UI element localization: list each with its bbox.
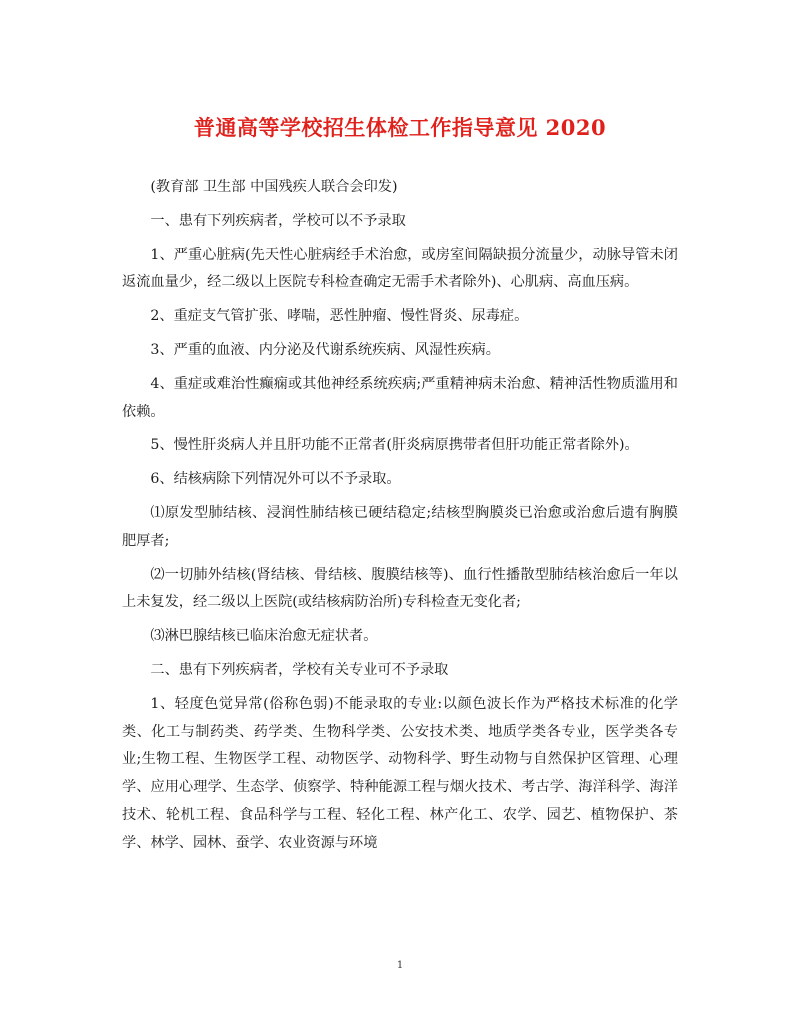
paragraph-item-5: 5、慢性肝炎病人并且肝功能不正常者(肝炎病原携带者但肝功能正常者除外)。: [150, 437, 639, 454]
paragraph-item-2: 2、重症支气管扩张、哮喘，恶性肿瘤、慢性肾炎、尿毒症。: [150, 308, 529, 325]
paragraph-section-2-item-1: 1、轻度色觉异常(俗称色弱)不能录取的专业:以颜色波长作为严格技术标准的化学类、化工与制药类、药学类、生物科学类、公安技术类、地质学类各专业，医学类各专业;生物工程、生物医学工程、动物医学、动物科学、野生动物与自然保护区管理、心理学、应用心理学、生态学、侦察学、特种能源工程与烟火技术、考古学、海洋科学、海洋技术、轮机工程、食品科学与工程、轻化工程、林产化工、农学、园艺、植物保护、茶学、林学、园林、蚕学、农业资源与环境: [122, 695, 678, 851]
paragraph-section-2-heading: 二、患有下列疾病者，学校有关专业可不予录取: [150, 661, 449, 678]
paragraph-item-4: 4、重症或难治性癫痫或其他神经系统疾病;严重精神病未治愈、精神活性物质滥用和依赖。: [122, 375, 678, 420]
paragraph-item-1: 1、严重心脏病(先天性心脏病经手术治愈，或房室间隔缺损分流量少，动脉导管未闭返流血量少，经二级以上医院专科检查确定无需手术者除外)、心肌病、高血压病。: [122, 246, 678, 291]
paragraph-section-1-heading: 一、患有下列疾病者，学校可以不予录取: [150, 212, 406, 229]
paragraph-item-3: 3、严重的血液、内分泌及代谢系统疾病、风湿性疾病。: [150, 341, 500, 358]
paragraph-issuer: (教育部 卫生部 中国残疾人联合会印发): [150, 179, 398, 195]
paragraph-item-6-sub-1: ⑴原发型肺结核、浸润性肺结核已硬结稳定;结核型胸膜炎已治愈或治愈后遗有胸膜肥厚者;: [122, 504, 678, 549]
paragraph-item-6-sub-3: ⑶淋巴腺结核已临床治愈无症状者。: [150, 628, 378, 645]
page-number: 1: [396, 960, 404, 971]
document-title: 普通高等学校招生体检工作指导意见 2020: [193, 115, 607, 140]
paragraph-item-6-sub-2: ⑵一切肺外结核(肾结核、骨结核、腹膜结核等)、血行性播散型肺结核治愈后一年以上未复发，经二级以上医院(或结核病防治所)专科检查无变化者;: [122, 566, 678, 611]
document-body: [122, 174, 678, 864]
paragraph-item-6: 6、结核病除下列情况外可以不予录取。: [150, 471, 401, 488]
